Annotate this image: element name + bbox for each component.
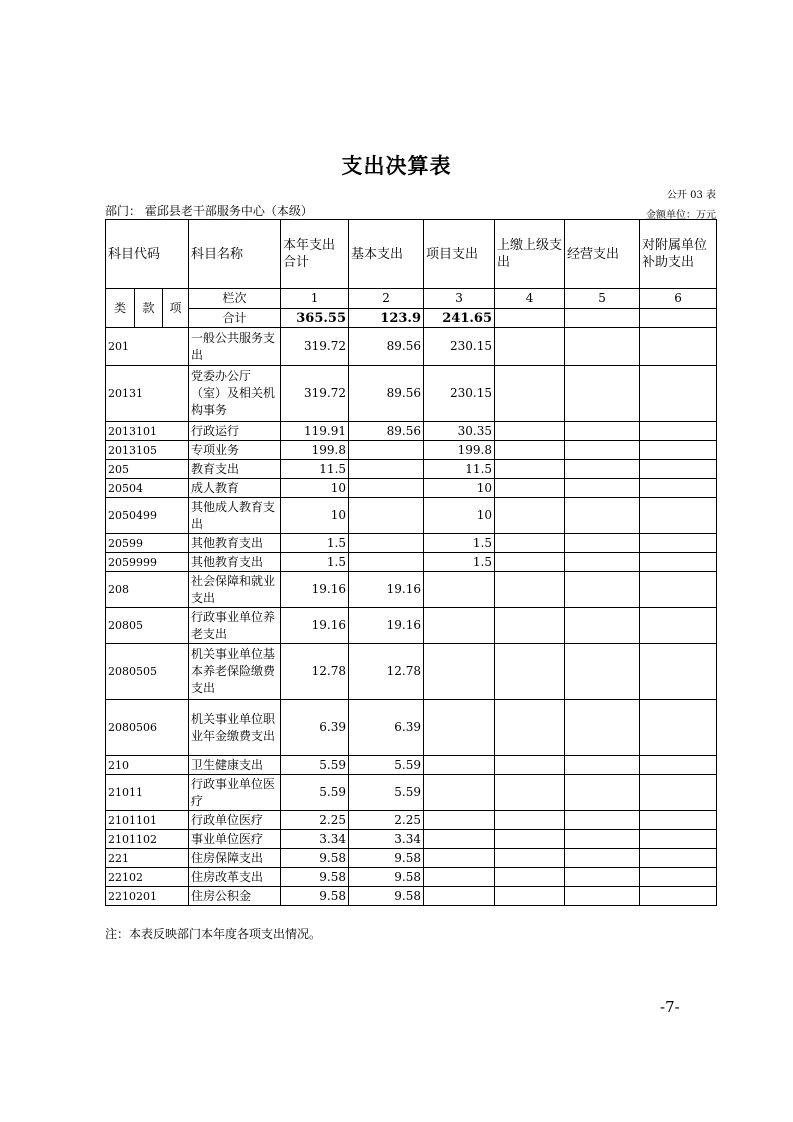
row-code: 201 — [106, 328, 189, 366]
row-project — [424, 608, 495, 644]
row-total: 19.16 — [281, 572, 349, 608]
row-basic: 3.34 — [349, 830, 424, 849]
row-upper — [495, 460, 565, 479]
table-row — [106, 479, 717, 498]
row-total: 119.91 — [281, 422, 349, 441]
row-name: 其他教育支出 — [189, 534, 281, 553]
row-name: 成人教育 — [189, 479, 281, 498]
amount-unit: 金额单位：万元 — [646, 210, 716, 221]
row-upper — [495, 775, 565, 811]
header-basic: 基本支出 — [349, 220, 424, 289]
department-label: 部门： 霍邱县老干部服务中心（本级） — [105, 204, 313, 218]
row-subsidy — [640, 441, 717, 460]
row-basic: 5.59 — [349, 775, 424, 811]
row-subsidy — [640, 498, 717, 534]
header-name: 科目名称 — [189, 220, 281, 289]
row-project — [424, 644, 495, 700]
row-business — [565, 366, 640, 422]
row-total: 19.16 — [281, 608, 349, 644]
row-name: 机关事业单位基本养老保险缴费支出 — [189, 644, 281, 700]
row-subsidy — [640, 572, 717, 608]
table-row — [106, 756, 717, 775]
row-project — [424, 700, 495, 756]
row-name: 机关事业单位职业年金缴费支出 — [189, 700, 281, 756]
expenditure-table — [105, 219, 717, 906]
row-business — [565, 498, 640, 534]
row-code: 20131 — [106, 366, 189, 422]
row-name: 教育支出 — [189, 460, 281, 479]
row-basic: 9.58 — [349, 849, 424, 868]
row-upper — [495, 498, 565, 534]
row-code: 2101101 — [106, 811, 189, 830]
row-business — [565, 534, 640, 553]
row-subsidy — [640, 887, 717, 906]
sub-header-lanci: 栏次 — [189, 289, 281, 309]
row-subsidy — [640, 811, 717, 830]
row-project: 230.15 — [424, 366, 495, 422]
row-upper — [495, 830, 565, 849]
row-name: 住房保障支出 — [189, 849, 281, 868]
header-subsidy: 对附属单位补助支出 — [640, 220, 717, 289]
row-name: 行政运行 — [189, 422, 281, 441]
total-project: 241.65 — [424, 309, 495, 328]
row-subsidy — [640, 849, 717, 868]
table-row — [106, 460, 717, 479]
row-subsidy — [640, 460, 717, 479]
row-total: 10 — [281, 498, 349, 534]
row-business — [565, 572, 640, 608]
row-total: 319.72 — [281, 366, 349, 422]
row-code: 2080506 — [106, 700, 189, 756]
row-code: 2013105 — [106, 441, 189, 460]
row-basic: 6.39 — [349, 700, 424, 756]
row-code: 210 — [106, 756, 189, 775]
row-code: 205 — [106, 460, 189, 479]
row-total: 199.8 — [281, 441, 349, 460]
table-row — [106, 830, 717, 849]
row-name: 行政事业单位医疗 — [189, 775, 281, 811]
row-total: 12.78 — [281, 644, 349, 700]
col-index-2: 2 — [349, 289, 424, 309]
row-total: 2.25 — [281, 811, 349, 830]
row-business — [565, 775, 640, 811]
total-row — [106, 309, 717, 328]
col-index-1: 1 — [281, 289, 349, 309]
table-row — [106, 422, 717, 441]
row-business — [565, 830, 640, 849]
row-name: 其他教育支出 — [189, 553, 281, 572]
row-basic: 5.59 — [349, 756, 424, 775]
row-project: 10 — [424, 479, 495, 498]
row-basic: 19.16 — [349, 572, 424, 608]
table-row — [106, 887, 717, 906]
row-total: 6.39 — [281, 700, 349, 756]
row-name: 党委办公厅（室）及相关机构事务 — [189, 366, 281, 422]
total-basic: 123.9 — [349, 309, 424, 328]
total-label: 合计 — [189, 309, 281, 328]
row-upper — [495, 366, 565, 422]
form-number: 公开 03 表 — [666, 190, 716, 201]
row-subsidy — [640, 775, 717, 811]
row-basic: 89.56 — [349, 366, 424, 422]
row-upper — [495, 756, 565, 775]
row-upper — [495, 328, 565, 366]
table-row — [106, 775, 717, 811]
row-business — [565, 422, 640, 441]
header-row — [106, 220, 717, 289]
row-total: 3.34 — [281, 830, 349, 849]
row-upper — [495, 811, 565, 830]
row-upper — [495, 572, 565, 608]
row-code: 2210201 — [106, 887, 189, 906]
table-row — [106, 572, 717, 608]
row-basic: 12.78 — [349, 644, 424, 700]
table-row — [106, 849, 717, 868]
row-basic: 19.16 — [349, 608, 424, 644]
row-upper — [495, 441, 565, 460]
row-basic: 9.58 — [349, 868, 424, 887]
row-code: 2013101 — [106, 422, 189, 441]
footnote: 注：本表反映部门本年度各项支出情况。 — [105, 927, 322, 941]
sub-header-lei: 类 — [106, 289, 135, 328]
table-row — [106, 644, 717, 700]
row-subsidy — [640, 534, 717, 553]
row-total: 1.5 — [281, 534, 349, 553]
row-subsidy — [640, 868, 717, 887]
row-name: 行政事业单位养老支出 — [189, 608, 281, 644]
row-business — [565, 441, 640, 460]
row-project: 10 — [424, 498, 495, 534]
table-row — [106, 534, 717, 553]
row-code: 2050499 — [106, 498, 189, 534]
row-name: 事业单位医疗 — [189, 830, 281, 849]
col-index-3: 3 — [424, 289, 495, 309]
page-number: -7- — [660, 998, 680, 1016]
row-project — [424, 756, 495, 775]
row-subsidy — [640, 700, 717, 756]
row-total: 10 — [281, 479, 349, 498]
row-business — [565, 479, 640, 498]
row-project: 30.35 — [424, 422, 495, 441]
row-upper — [495, 553, 565, 572]
table-row — [106, 811, 717, 830]
table-row — [106, 608, 717, 644]
row-project: 1.5 — [424, 534, 495, 553]
row-name: 社会保障和就业支出 — [189, 572, 281, 608]
row-name: 住房改革支出 — [189, 868, 281, 887]
header-upper: 上缴上级支出 — [495, 220, 565, 289]
row-basic — [349, 479, 424, 498]
col-index-6: 6 — [640, 289, 717, 309]
row-total: 5.59 — [281, 775, 349, 811]
row-code: 2080505 — [106, 644, 189, 700]
table-row — [106, 553, 717, 572]
row-code: 20599 — [106, 534, 189, 553]
table-row — [106, 700, 717, 756]
header-business: 经营支出 — [565, 220, 640, 289]
row-subsidy — [640, 422, 717, 441]
row-upper — [495, 887, 565, 906]
row-project — [424, 868, 495, 887]
row-subsidy — [640, 479, 717, 498]
row-basic — [349, 498, 424, 534]
table-row — [106, 441, 717, 460]
row-project: 199.8 — [424, 441, 495, 460]
header-total: 本年支出合计 — [281, 220, 349, 289]
row-upper — [495, 608, 565, 644]
row-total: 5.59 — [281, 756, 349, 775]
row-basic — [349, 441, 424, 460]
table-row — [106, 366, 717, 422]
row-business — [565, 700, 640, 756]
row-business — [565, 811, 640, 830]
total-amount: 365.55 — [281, 309, 349, 328]
row-name: 卫生健康支出 — [189, 756, 281, 775]
sub-header-xiang: 项 — [163, 289, 189, 328]
row-business — [565, 849, 640, 868]
row-code: 2101102 — [106, 830, 189, 849]
row-project — [424, 887, 495, 906]
row-business — [565, 644, 640, 700]
row-code: 22102 — [106, 868, 189, 887]
row-subsidy — [640, 608, 717, 644]
row-name: 其他成人教育支出 — [189, 498, 281, 534]
row-total: 1.5 — [281, 553, 349, 572]
row-subsidy — [640, 756, 717, 775]
row-total: 9.58 — [281, 849, 349, 868]
row-code: 20504 — [106, 479, 189, 498]
row-business — [565, 460, 640, 479]
row-business — [565, 756, 640, 775]
row-business — [565, 553, 640, 572]
row-code: 21011 — [106, 775, 189, 811]
row-basic: 9.58 — [349, 887, 424, 906]
row-business — [565, 887, 640, 906]
sub-header-kuan: 款 — [135, 289, 163, 328]
row-business — [565, 608, 640, 644]
row-upper — [495, 534, 565, 553]
column-index-row — [106, 289, 717, 309]
row-business — [565, 868, 640, 887]
row-basic — [349, 553, 424, 572]
row-name: 专项业务 — [189, 441, 281, 460]
row-basic: 89.56 — [349, 328, 424, 366]
row-code: 208 — [106, 572, 189, 608]
row-project — [424, 849, 495, 868]
row-project: 11.5 — [424, 460, 495, 479]
table-row — [106, 868, 717, 887]
row-name: 住房公积金 — [189, 887, 281, 906]
row-project: 1.5 — [424, 553, 495, 572]
row-upper — [495, 700, 565, 756]
row-code: 221 — [106, 849, 189, 868]
row-upper — [495, 868, 565, 887]
row-total: 9.58 — [281, 868, 349, 887]
row-subsidy — [640, 830, 717, 849]
row-basic — [349, 534, 424, 553]
row-basic: 2.25 — [349, 811, 424, 830]
row-total: 9.58 — [281, 887, 349, 906]
row-code: 20805 — [106, 608, 189, 644]
row-total: 319.72 — [281, 328, 349, 366]
row-subsidy — [640, 553, 717, 572]
row-project — [424, 775, 495, 811]
row-subsidy — [640, 328, 717, 366]
row-project — [424, 572, 495, 608]
row-subsidy — [640, 644, 717, 700]
row-basic — [349, 460, 424, 479]
table-row — [106, 498, 717, 534]
row-upper — [495, 422, 565, 441]
page-title: 支出决算表 — [341, 154, 452, 178]
row-basic: 89.56 — [349, 422, 424, 441]
table-row — [106, 328, 717, 366]
row-name: 行政单位医疗 — [189, 811, 281, 830]
row-project: 230.15 — [424, 328, 495, 366]
row-upper — [495, 849, 565, 868]
row-code: 2059999 — [106, 553, 189, 572]
row-subsidy — [640, 366, 717, 422]
row-project — [424, 811, 495, 830]
row-upper — [495, 644, 565, 700]
col-index-4: 4 — [495, 289, 565, 309]
row-name: 一般公共服务支出 — [189, 328, 281, 366]
row-project — [424, 830, 495, 849]
header-project: 项目支出 — [424, 220, 495, 289]
header-code: 科目代码 — [106, 220, 189, 289]
col-index-5: 5 — [565, 289, 640, 309]
row-business — [565, 328, 640, 366]
row-total: 11.5 — [281, 460, 349, 479]
row-upper — [495, 479, 565, 498]
